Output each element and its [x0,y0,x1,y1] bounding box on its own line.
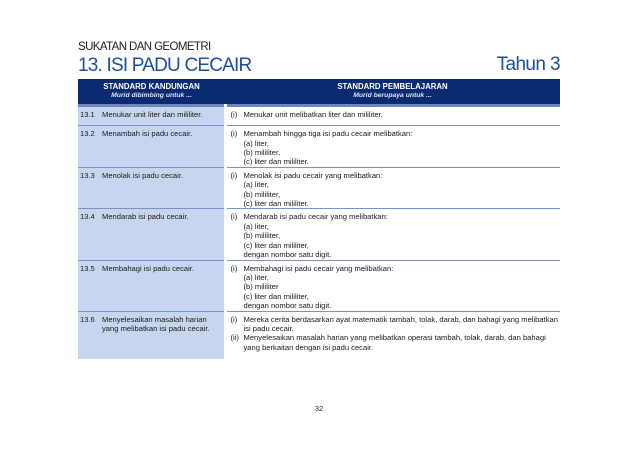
item-numeral: (ii) [230,333,239,343]
table-row [78,126,560,168]
learning-item [231,110,559,119]
standard-number: 13.3 [80,170,95,180]
learning-item [231,129,559,167]
learning-standard-cell [225,167,560,209]
topic-title: 13. ISI PADU CECAIR [78,55,252,76]
page-number: 32 [314,404,324,413]
standard-number: 13.4 [80,212,95,222]
item-numeral: (i) [230,170,238,180]
sub-item: (c) liter dan mililiter. [243,157,309,167]
content-standard-cell [78,311,225,359]
standard-number: 13.5 [80,263,95,273]
sub-item: (a) liter, [243,221,269,231]
column-title: STANDARD KANDUNGAN [103,82,200,91]
item-text: Menolak isi padu cecair yang melibatkan: [243,170,383,180]
table-header [78,79,560,105]
learning-standard-cell [225,209,560,260]
column-header-content-standard [78,79,225,105]
item-text: Menukar unit melibatkan liter dan mililiter. [243,109,383,119]
content-standard-cell [78,167,225,209]
standard-text: Menyelesaikan masalah harian yang melibatkan isi padu cecair. [102,314,210,333]
learning-item [231,212,559,259]
learning-standard-cell [225,260,560,311]
sub-item: (c) liter dan mililiter. [243,199,309,209]
sub-item: (b) mililiter [243,282,279,292]
sub-item: dengan nombor satu digit. [243,301,332,311]
item-numeral: (i) [230,129,238,139]
standard-number: 13.6 [80,314,95,324]
item-numeral: (i) [230,212,238,222]
standard-text: Mendarab isi padu cecair. [102,212,189,222]
sub-item: (b) mililiter, [243,231,281,241]
sub-item: (c) liter dan mililiter, [243,291,309,301]
sub-item: (c) liter dan mililiter, [243,240,309,250]
table-row [78,311,560,359]
item-numeral: (i) [230,314,238,324]
content-standard-cell [78,260,225,311]
curriculum-table [78,79,560,359]
learning-item [231,315,559,334]
item-numeral: (i) [230,263,238,273]
table-row [78,105,560,125]
column-header-learning-standard [225,79,560,105]
item-text: Menyelesaikan masalah harian yang melibatkan operasi tambah, tolak, darab, dan bahagi yang berkaitan dengan isi padu cecair. [243,333,546,352]
table-row [78,209,560,260]
subject-heading: SUKATAN DAN GEOMETRI [78,41,211,53]
column-subtitle: Murid berupaya untuk ... [353,92,432,100]
table-body [78,105,560,359]
standard-text: Membahagi isi padu cecair. [102,263,195,273]
item-numeral: (i) [230,109,238,119]
item-text: Mendarab isi padu cecair yang melibatkan: [243,212,388,222]
learning-standard-cell [225,126,560,168]
standard-text: Menukar unit liter dan mililiter. [102,109,203,119]
learning-item [231,333,559,352]
standard-text: Menambah isi padu cecair. [102,129,193,139]
sub-item: (a) liter, [243,138,269,148]
table-row [78,260,560,311]
table-row [78,167,560,209]
item-text: Mereka cerita berdasarkan ayat matematik tambah, tolak, darab, dan bahagi yang melibatkan isi padu cecair. [243,314,558,333]
standard-text: Menolak isi padu cecair. [102,170,184,180]
content-standard-cell [78,126,225,168]
learning-item [231,171,559,209]
item-text: Menambah hingga tiga isi padu cecair melibatkan: [243,129,413,139]
learning-item [231,264,559,311]
sub-item: (b) mililiter, [243,148,281,158]
column-title: STANDARD PEMBELAJARAN [337,82,448,91]
sub-item: (a) liter, [243,272,269,282]
sub-item: dengan nombor satu digit. [243,250,332,260]
item-text: Membahagi isi padu cecair yang melibatkan: [243,263,394,273]
sub-item: (a) liter, [243,180,269,190]
content-standard-cell [78,209,225,260]
column-subtitle: Murid dibimbing untuk ... [111,92,192,100]
standard-number: 13.1 [80,109,95,119]
year-label: Tahun 3 [496,54,560,75]
learning-standard-cell [225,311,560,359]
standard-number: 13.2 [80,129,95,139]
learning-standard-cell [225,105,560,125]
content-standard-cell [78,105,225,125]
sub-item: (b) mililiter, [243,189,281,199]
